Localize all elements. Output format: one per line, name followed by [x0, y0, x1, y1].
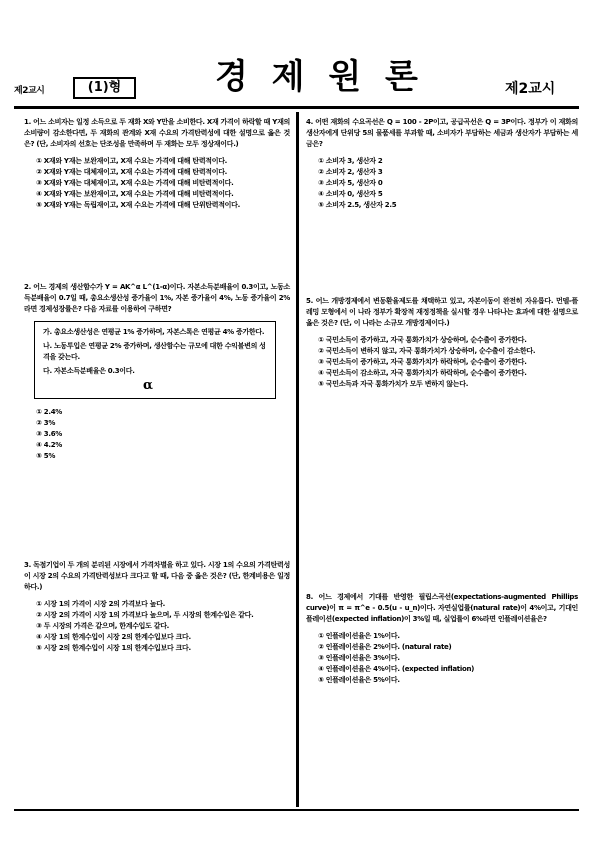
answer-option[interactable]: ② 소비자 2, 생산자 3	[318, 168, 383, 176]
answer-option[interactable]: ④ 시장 1의 한계수입이 시장 2의 한계수입보다 크다.	[36, 633, 191, 641]
question-stem: 2. 어느 경제의 생산함수가 Y = AK^α L^(1-α)이다. 자본소득분배율이 0.3이고, 노동소득분배율이 0.7일 때, 총요소생산성 증가율이 1%, 자본 증가율이 4%, 노동 증가율이 2%라면 경제성장률은? 다음 자료를 이용하여 구하면?	[24, 283, 290, 313]
question-4	[306, 117, 578, 211]
answer-option[interactable]: ① 2.4%	[36, 408, 62, 416]
question-3	[24, 560, 290, 654]
answer-option[interactable]: ③ 인플레이션율은 3%이다.	[318, 654, 400, 662]
answer-option[interactable]: ④ 소비자 0, 생산자 5	[318, 190, 383, 198]
question-stem: 4. 어떤 재화의 수요곡선은 Q = 100 - 2P이고, 공급곡선은 Q = 3P이다. 정부가 이 재화의 생산자에게 단위당 5의 물품세를 부과할 때, 소비자가 부담하는 세금과 생산자가 부담하는 세금은?	[306, 118, 578, 148]
answer-option[interactable]: ① 인플레이션율은 1%이다.	[318, 632, 400, 640]
question-stem: 3. 독점기업이 두 개의 분리된 시장에서 가격차별을 하고 있다. 시장 1의 수요의 가격탄력성이 시장 2의 수요의 가격탄력성보다 크다고 할 때, 다음 중 옳은 것은? (단, 한계비용은 일정하다.)	[24, 561, 290, 591]
answer-option[interactable]: ④ 인플레이션율은 4%이다. (expected inflation)	[318, 665, 475, 673]
question-stem: 5. 어느 개방경제에서 변동환율제도를 채택하고 있고, 자본이동이 완전히 자유롭다. 먼델-플레밍 모형에서 이 나라 정부가 확장적 재정정책을 실시할 경우 나타나는 효과에 대한 설명으로 옳은 것은? (단, 이 나라는 소규모 개방경제이다.)	[306, 297, 578, 327]
answer-option[interactable]: ① 국민소득이 증가하고, 자국 통화가치가 상승하며, 순수출이 증가한다.	[318, 336, 527, 344]
answer-option[interactable]: ⑤ 시장 2의 한계수입이 시장 1의 한계수입보다 크다.	[36, 644, 191, 652]
answer-option[interactable]: ③ 두 시장의 가격은 같으며, 한계수입도 같다.	[36, 622, 170, 630]
condition-item: 다. 자본소득분배율은 0.3이다.	[43, 367, 135, 375]
answer-option[interactable]: ② X재와 Y재는 대체재이고, X재 수요는 가격에 대해 탄력적이다.	[36, 168, 228, 176]
question-2	[24, 282, 290, 462]
answer-option[interactable]: ④ X재와 Y재는 보완재이고, X재 수요는 가격에 대해 비탄력적이다.	[36, 190, 234, 198]
answer-option[interactable]: ① 소비자 3, 생산자 2	[318, 157, 383, 165]
condition-box	[34, 321, 276, 399]
question-8	[306, 592, 578, 686]
answer-option[interactable]: ⑤ 인플레이션율은 5%이다.	[318, 676, 400, 684]
handwritten-mark: α	[143, 378, 153, 393]
question-5	[306, 296, 578, 390]
answer-option[interactable]: ④ 4.2%	[36, 441, 62, 449]
question-stem: 1. 어느 소비자는 일정 소득으로 두 재화 X와 Y만을 소비한다. X재 가격이 하락할 때 Y재의 소비량이 감소한다면, 두 재화의 관계와 X재 수요의 가격탄력성에 대한 설명으로 옳은 것은? (단, 소비자의 선호는 단조성을 만족하며 두 재화는 모두 정상재이다.)	[24, 118, 290, 148]
answer-option[interactable]: ⑤ 국민소득과 자국 통화가치가 모두 변하지 않는다.	[318, 380, 469, 388]
answer-option[interactable]: ① 시장 1의 가격이 시장 2의 가격보다 높다.	[36, 600, 166, 608]
answer-option[interactable]: ③ 3.6%	[36, 430, 62, 438]
answer-option[interactable]: ② 인플레이션율은 2%이다. (natural rate)	[318, 643, 452, 651]
page-title: 경 제 원 론	[215, 57, 424, 97]
footer-rule	[14, 809, 579, 811]
booklet-type-box: (1)형	[73, 77, 136, 99]
answer-option[interactable]: ② 국민소득이 변하지 않고, 자국 통화가치가 상승하며, 순수출이 감소한다.	[318, 347, 536, 355]
column-divider	[296, 112, 299, 807]
header-rule	[14, 106, 579, 109]
subject-label: 제2교시	[14, 86, 45, 96]
condition-item: 나. 노동투입은 연평균 2% 증가하며, 생산함수는 규모에 대한 수익불변의 성격을 갖는다.	[43, 342, 266, 361]
answer-option[interactable]: ⑤ X재와 Y재는 독립재이고, X재 수요는 가격에 대해 단위탄력적이다.	[36, 201, 240, 209]
answer-option[interactable]: ⑤ 5%	[36, 452, 56, 460]
condition-item: 가. 총요소생산성은 연평균 1% 증가하며, 자본스톡은 연평균 4% 증가한다.	[43, 328, 265, 336]
exam-period: 제2교시	[505, 81, 556, 97]
answer-option[interactable]: ④ 국민소득이 감소하고, 자국 통화가치가 하락하며, 순수출이 증가한다.	[318, 369, 527, 377]
question-1	[24, 117, 290, 211]
answer-option[interactable]: ③ X재와 Y재는 대체재이고, X재 수요는 가격에 대해 비탄력적이다.	[36, 179, 234, 187]
answer-option[interactable]: ⑤ 소비자 2.5, 생산자 2.5	[318, 201, 397, 209]
answer-option[interactable]: ② 시장 2의 가격이 시장 1의 가격보다 높으며, 두 시장의 한계수입은 같다.	[36, 611, 254, 619]
answer-option[interactable]: ③ 국민소득이 증가하고, 자국 통화가치가 하락하며, 순수출이 증가한다.	[318, 358, 527, 366]
question-stem: 8. 어느 경제에서 기대를 반영한 필립스곡선(expectations-augmented Phillips curve)이 π = π^e - 0.5(u - u_n)이다. 자연실업률(natural rate)이 4%이고, 기대인플레이션(expected inflation)이 3%일 때, 실업률이 6%라면 인플레이션율은?	[306, 593, 578, 623]
answer-option[interactable]: ③ 소비자 5, 생산자 0	[318, 179, 383, 187]
answer-option[interactable]: ② 3%	[36, 419, 56, 427]
answer-option[interactable]: ① X재와 Y재는 보완재이고, X재 수요는 가격에 대해 탄력적이다.	[36, 157, 228, 165]
